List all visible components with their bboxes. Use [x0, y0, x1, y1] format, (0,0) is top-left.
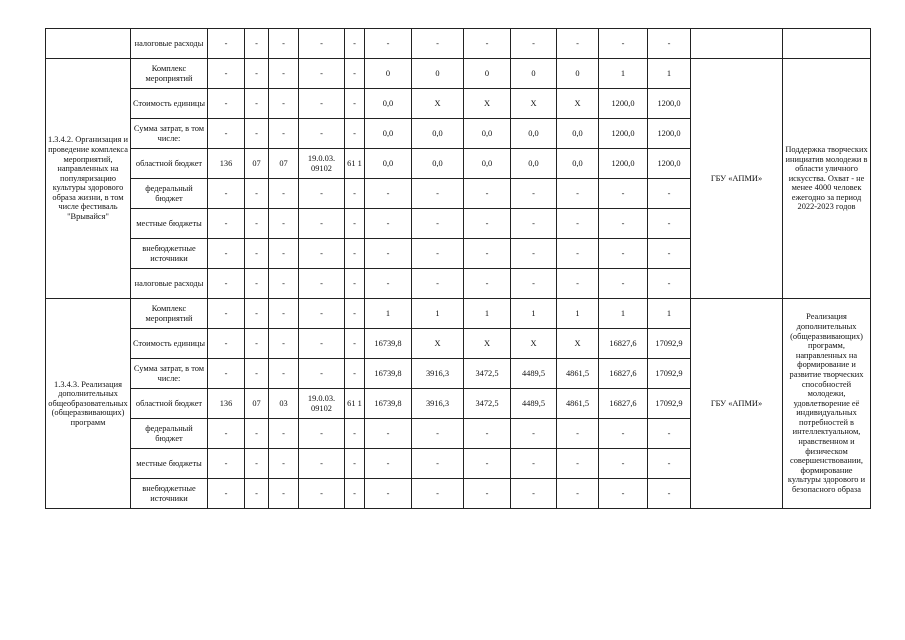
value-cell: -	[511, 449, 557, 479]
value-cell: -	[299, 179, 345, 209]
value-cell: -	[599, 449, 648, 479]
value-cell: -	[345, 419, 365, 449]
value-cell: -	[412, 479, 464, 509]
value-cell: -	[269, 29, 299, 59]
value-cell: -	[648, 419, 691, 449]
value-cell: 19.0.03. 09102	[299, 149, 345, 179]
value-cell: 0,0	[464, 119, 511, 149]
value-cell: -	[511, 239, 557, 269]
value-cell: 61 1	[345, 389, 365, 419]
value-cell: 0,0	[464, 149, 511, 179]
value-cell: -	[245, 419, 269, 449]
value-cell: -	[269, 179, 299, 209]
value-cell: -	[269, 269, 299, 299]
expected-result-cell: Поддержка творческих инициатив молодежи в области уличного искусства. Охват - не менее 4000 человек ежегодно за период 2022-2023 годов	[783, 59, 871, 299]
value-cell: -	[412, 209, 464, 239]
value-cell: -	[345, 449, 365, 479]
value-cell: 0,0	[511, 119, 557, 149]
value-cell: -	[208, 29, 245, 59]
value-cell: -	[345, 29, 365, 59]
value-cell: 1	[599, 299, 648, 329]
value-cell: Х	[412, 89, 464, 119]
value-cell: -	[365, 269, 412, 299]
value-cell: -	[245, 179, 269, 209]
value-cell: -	[648, 449, 691, 479]
value-cell: -	[464, 419, 511, 449]
value-cell: -	[208, 119, 245, 149]
value-cell: 16827,6	[599, 359, 648, 389]
value-cell: -	[412, 179, 464, 209]
funding-source-cell: федеральный бюджет	[131, 179, 208, 209]
table-row	[46, 299, 871, 329]
value-cell: -	[269, 419, 299, 449]
value-cell: -	[511, 179, 557, 209]
value-cell: -	[299, 269, 345, 299]
funding-source-cell: Сумма затрат, в том числе:	[131, 359, 208, 389]
value-cell: -	[269, 89, 299, 119]
value-cell: -	[365, 209, 412, 239]
measure-name-cell: 1.3.4.2. Организация и проведение комплекса мероприятий, направленных на популяризацию культуры здорового образа жизни, в том числе фестиваль "Врывайся"	[46, 59, 131, 299]
value-cell: -	[412, 449, 464, 479]
value-cell: -	[511, 209, 557, 239]
funding-source-cell: внебюджетные источники	[131, 479, 208, 509]
table-row	[46, 59, 871, 89]
value-cell: -	[299, 209, 345, 239]
value-cell: -	[557, 179, 599, 209]
value-cell: -	[464, 269, 511, 299]
result-cell	[783, 29, 871, 59]
value-cell: 4489,5	[511, 359, 557, 389]
value-cell: 1	[648, 59, 691, 89]
value-cell: 07	[245, 149, 269, 179]
value-cell: -	[648, 209, 691, 239]
value-cell: -	[269, 299, 299, 329]
value-cell: -	[208, 299, 245, 329]
funding-source-cell: местные бюджеты	[131, 449, 208, 479]
value-cell: -	[245, 269, 269, 299]
value-cell: -	[299, 329, 345, 359]
value-cell: 16827,6	[599, 389, 648, 419]
value-cell: -	[412, 419, 464, 449]
funding-source-cell: областной бюджет	[131, 149, 208, 179]
value-cell: 0,0	[557, 119, 599, 149]
value-cell: -	[365, 449, 412, 479]
value-cell: -	[208, 89, 245, 119]
value-cell: -	[345, 269, 365, 299]
value-cell: -	[299, 359, 345, 389]
value-cell: -	[345, 119, 365, 149]
funding-source-cell: федеральный бюджет	[131, 419, 208, 449]
value-cell: -	[345, 479, 365, 509]
value-cell: -	[208, 419, 245, 449]
value-cell: -	[557, 209, 599, 239]
value-cell: -	[412, 29, 464, 59]
value-cell: 1	[412, 299, 464, 329]
value-cell: -	[557, 449, 599, 479]
value-cell: 1200,0	[599, 119, 648, 149]
value-cell: -	[345, 239, 365, 269]
value-cell: Х	[464, 89, 511, 119]
value-cell: 16739,8	[365, 359, 412, 389]
value-cell: 17092,9	[648, 329, 691, 359]
value-cell: -	[245, 479, 269, 509]
value-cell: Х	[511, 89, 557, 119]
value-cell: -	[245, 59, 269, 89]
item-cell	[46, 29, 131, 59]
value-cell: -	[208, 209, 245, 239]
value-cell: -	[245, 119, 269, 149]
value-cell: -	[269, 329, 299, 359]
value-cell: -	[365, 29, 412, 59]
value-cell: 3916,3	[412, 359, 464, 389]
value-cell: -	[511, 29, 557, 59]
value-cell: 0,0	[365, 119, 412, 149]
value-cell: -	[245, 329, 269, 359]
funding-source-cell: Стоимость единицы	[131, 329, 208, 359]
value-cell: 4861,5	[557, 359, 599, 389]
value-cell: -	[299, 29, 345, 59]
value-cell: -	[648, 179, 691, 209]
value-cell: -	[245, 449, 269, 479]
funding-source-cell: Сумма затрат, в том числе:	[131, 119, 208, 149]
funding-source-cell: местные бюджеты	[131, 209, 208, 239]
value-cell: 0,0	[412, 149, 464, 179]
value-cell: 4489,5	[511, 389, 557, 419]
value-cell: 16739,8	[365, 389, 412, 419]
funding-source-cell: налоговые расходы	[131, 29, 208, 59]
value-cell: -	[412, 269, 464, 299]
executor-cell: ГБУ «АПМИ»	[691, 59, 783, 299]
value-cell: -	[599, 419, 648, 449]
value-cell: 4861,5	[557, 389, 599, 419]
value-cell: -	[345, 299, 365, 329]
value-cell: -	[208, 449, 245, 479]
value-cell: -	[648, 239, 691, 269]
value-cell: -	[208, 359, 245, 389]
value-cell: -	[345, 89, 365, 119]
value-cell: 19.0.03. 09102	[299, 389, 345, 419]
value-cell: -	[208, 239, 245, 269]
value-cell: 1200,0	[648, 119, 691, 149]
value-cell: -	[299, 59, 345, 89]
value-cell: -	[412, 239, 464, 269]
value-cell: 0	[464, 59, 511, 89]
value-cell: -	[365, 239, 412, 269]
value-cell: 136	[208, 149, 245, 179]
value-cell: 0,0	[412, 119, 464, 149]
value-cell: 0	[557, 59, 599, 89]
value-cell: -	[345, 359, 365, 389]
value-cell: -	[299, 419, 345, 449]
expected-result-cell: Реализация дополнительных (общеразвивающих) программ, направленных на формирование и развитие творческих способностей молодежи, удовлетворение её индивидуальных потребностей в интеллектуальном, нравственном и физическом совершенствовании, формирование культуры здорового и безопасного образа	[783, 299, 871, 509]
value-cell: 0,0	[365, 149, 412, 179]
value-cell: -	[269, 239, 299, 269]
value-cell: -	[299, 449, 345, 479]
value-cell: -	[299, 479, 345, 509]
value-cell: 1	[365, 299, 412, 329]
value-cell: -	[269, 359, 299, 389]
value-cell: -	[599, 179, 648, 209]
value-cell: -	[365, 179, 412, 209]
value-cell: -	[208, 269, 245, 299]
value-cell: -	[245, 359, 269, 389]
value-cell: 0,0	[511, 149, 557, 179]
value-cell: 07	[269, 149, 299, 179]
value-cell: Х	[557, 329, 599, 359]
value-cell: -	[464, 449, 511, 479]
value-cell: -	[557, 479, 599, 509]
funding-source-cell: внебюджетные источники	[131, 239, 208, 269]
value-cell: -	[208, 179, 245, 209]
value-cell: -	[599, 479, 648, 509]
value-cell: 136	[208, 389, 245, 419]
value-cell: 1	[599, 59, 648, 89]
value-cell: 1	[511, 299, 557, 329]
table-row	[46, 29, 871, 59]
value-cell: -	[511, 479, 557, 509]
funding-source-cell: Комплекс мероприятий	[131, 299, 208, 329]
value-cell: -	[365, 419, 412, 449]
value-cell: 0	[365, 59, 412, 89]
value-cell: 1	[648, 299, 691, 329]
value-cell: -	[245, 239, 269, 269]
value-cell: -	[208, 329, 245, 359]
value-cell: 61 1	[345, 149, 365, 179]
value-cell: 1200,0	[648, 149, 691, 179]
value-cell: 16739,8	[365, 329, 412, 359]
value-cell: 17092,9	[648, 389, 691, 419]
value-cell: 17092,9	[648, 359, 691, 389]
value-cell: -	[648, 29, 691, 59]
value-cell: -	[557, 29, 599, 59]
value-cell: -	[464, 179, 511, 209]
value-cell: 0,0	[365, 89, 412, 119]
value-cell: 03	[269, 389, 299, 419]
measure-name-cell: 1.3.4.3. Реализация дополнительных общеобразовательных (общеразвивающих) программ	[46, 299, 131, 509]
value-cell: -	[245, 29, 269, 59]
value-cell: -	[245, 209, 269, 239]
value-cell: -	[299, 239, 345, 269]
value-cell: 1	[557, 299, 599, 329]
funding-source-cell: Комплекс мероприятий	[131, 59, 208, 89]
value-cell: -	[269, 119, 299, 149]
value-cell: -	[269, 479, 299, 509]
value-cell: -	[464, 29, 511, 59]
value-cell: -	[599, 209, 648, 239]
value-cell: 07	[245, 389, 269, 419]
value-cell: -	[464, 479, 511, 509]
value-cell: 0	[412, 59, 464, 89]
value-cell: -	[299, 89, 345, 119]
value-cell: Х	[511, 329, 557, 359]
value-cell: -	[365, 479, 412, 509]
value-cell: -	[269, 449, 299, 479]
value-cell: -	[599, 239, 648, 269]
value-cell: 1200,0	[648, 89, 691, 119]
value-cell: -	[299, 299, 345, 329]
funding-source-cell: областной бюджет	[131, 389, 208, 419]
budget-table	[45, 28, 871, 509]
value-cell: 0,0	[557, 149, 599, 179]
value-cell: -	[648, 479, 691, 509]
value-cell: -	[599, 29, 648, 59]
value-cell: -	[345, 329, 365, 359]
funding-source-cell: налоговые расходы	[131, 269, 208, 299]
value-cell: 3916,3	[412, 389, 464, 419]
value-cell: 3472,5	[464, 359, 511, 389]
value-cell: -	[464, 209, 511, 239]
value-cell: 1200,0	[599, 149, 648, 179]
value-cell: -	[557, 239, 599, 269]
value-cell: -	[208, 59, 245, 89]
funding-source-cell: Стоимость единицы	[131, 89, 208, 119]
value-cell: -	[269, 209, 299, 239]
value-cell: -	[345, 59, 365, 89]
value-cell: -	[599, 269, 648, 299]
value-cell: -	[208, 479, 245, 509]
value-cell: -	[464, 239, 511, 269]
value-cell: 1	[464, 299, 511, 329]
value-cell: -	[245, 299, 269, 329]
value-cell: -	[345, 179, 365, 209]
value-cell: Х	[557, 89, 599, 119]
executor-cell: ГБУ «АПМИ»	[691, 299, 783, 509]
value-cell: -	[511, 419, 557, 449]
executor-cell	[691, 29, 783, 59]
value-cell: -	[511, 269, 557, 299]
value-cell: 1200,0	[599, 89, 648, 119]
value-cell: -	[557, 269, 599, 299]
value-cell: -	[648, 269, 691, 299]
value-cell: -	[557, 419, 599, 449]
value-cell: -	[269, 59, 299, 89]
value-cell: 3472,5	[464, 389, 511, 419]
value-cell: -	[245, 89, 269, 119]
value-cell: 16827,6	[599, 329, 648, 359]
value-cell: 0	[511, 59, 557, 89]
value-cell: Х	[464, 329, 511, 359]
value-cell: -	[345, 209, 365, 239]
value-cell: Х	[412, 329, 464, 359]
value-cell: -	[299, 119, 345, 149]
